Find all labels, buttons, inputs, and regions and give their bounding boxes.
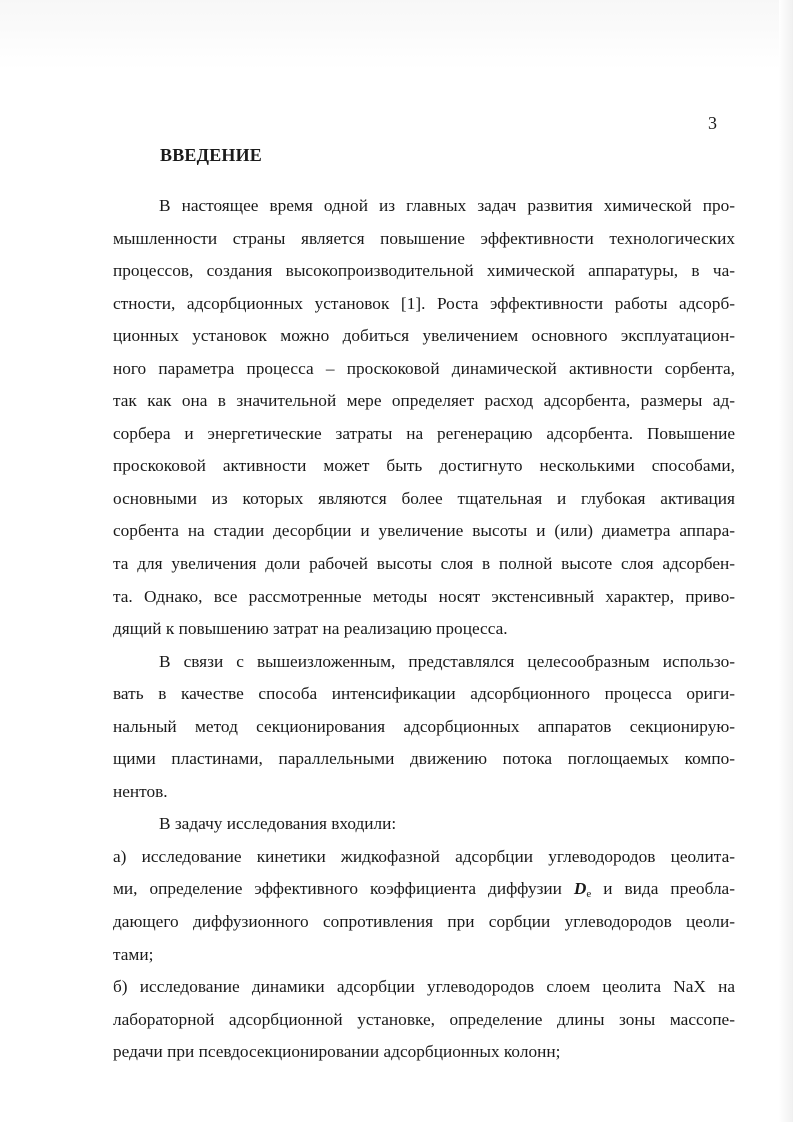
text-line: лабораторной адсорбционной установке, определение длины зоны массопе- xyxy=(113,1009,735,1029)
body-text xyxy=(113,190,735,1069)
text-line: тами; xyxy=(113,944,154,964)
text-line: мышленности страны является повышение эффективности технологических xyxy=(113,228,735,248)
text-line: б) исследование динамики адсорбции углеводородов слоем цеолита NaX на xyxy=(113,977,735,997)
text-line-with-formula xyxy=(113,873,735,906)
text-line: нальный метод секционирования адсорбционных аппаратов секционирую- xyxy=(113,716,735,736)
text-line: основными из которых являются более тщательная и глубокая активация xyxy=(113,488,735,508)
text-line: процессов, создания высокопроизводительной химической аппаратуры, в ча- xyxy=(113,261,735,281)
text-line: та. Однако, все рассмотренные методы носят экстенсивный характер, приво- xyxy=(113,586,735,606)
text-line: В задачу исследования входили: xyxy=(159,814,397,834)
text-line: В связи с вышеизложенным, представлялся целесообразным использо- xyxy=(159,651,735,671)
text-line: нентов. xyxy=(113,781,168,801)
text-line: ционных установок можно добиться увеличением основного эксплуатацион- xyxy=(113,326,735,346)
text-line: так как она в значительной мере определяет расход адсорбента, размеры ад- xyxy=(113,391,735,411)
page-number: 3 xyxy=(708,113,717,133)
text-line: проскоковой активности может быть достигнуто несколькими способами, xyxy=(113,456,735,476)
text-segment: и вида преобла- xyxy=(591,879,735,899)
text-line: сорбента на стадии десорбции и увеличение высоты и (или) диаметра аппара- xyxy=(113,521,735,541)
text-line: щими пластинами, параллельными движению потока поглощаемых компо- xyxy=(113,749,735,769)
text-line: ного параметра процесса – проскоковой динамической активности сорбента, xyxy=(113,358,735,378)
text-segment: ми, определение эффективного коэффициента диффузии xyxy=(113,879,574,899)
scan-edge-shadow xyxy=(779,0,793,1122)
diffusion-coefficient-symbol: D xyxy=(573,879,587,899)
text-line: стности, адсорбционных установок [1]. Роста эффективности работы адсорб- xyxy=(113,293,735,313)
text-line: дящий к повышению затрат на реализацию процесса. xyxy=(113,619,508,639)
section-heading: ВВЕДЕНИЕ xyxy=(160,145,263,165)
scan-shadow xyxy=(0,0,793,70)
text-line: сорбера и энергетические затраты на регенерацию адсорбента. Повышение xyxy=(113,423,735,443)
text-line: редачи при псевдосекционировании адсорбционных колонн; xyxy=(113,1042,561,1062)
text-line: а) исследование кинетики жидкофазной адсорбции углеводородов цеолита- xyxy=(113,846,735,866)
text-line: та для увеличения доли рабочей высоты слоя в полной высоте слоя адсорбен- xyxy=(113,554,735,574)
text-line: дающего диффузионного сопротивления при сорбции углеводородов цеоли- xyxy=(113,912,735,932)
diffusion-coefficient-subscript: е xyxy=(586,888,592,901)
text-line: вать в качестве способа интенсификации адсорбционного процесса ориги- xyxy=(113,684,735,704)
text-line: В настоящее время одной из главных задач развития химической про- xyxy=(159,196,735,215)
